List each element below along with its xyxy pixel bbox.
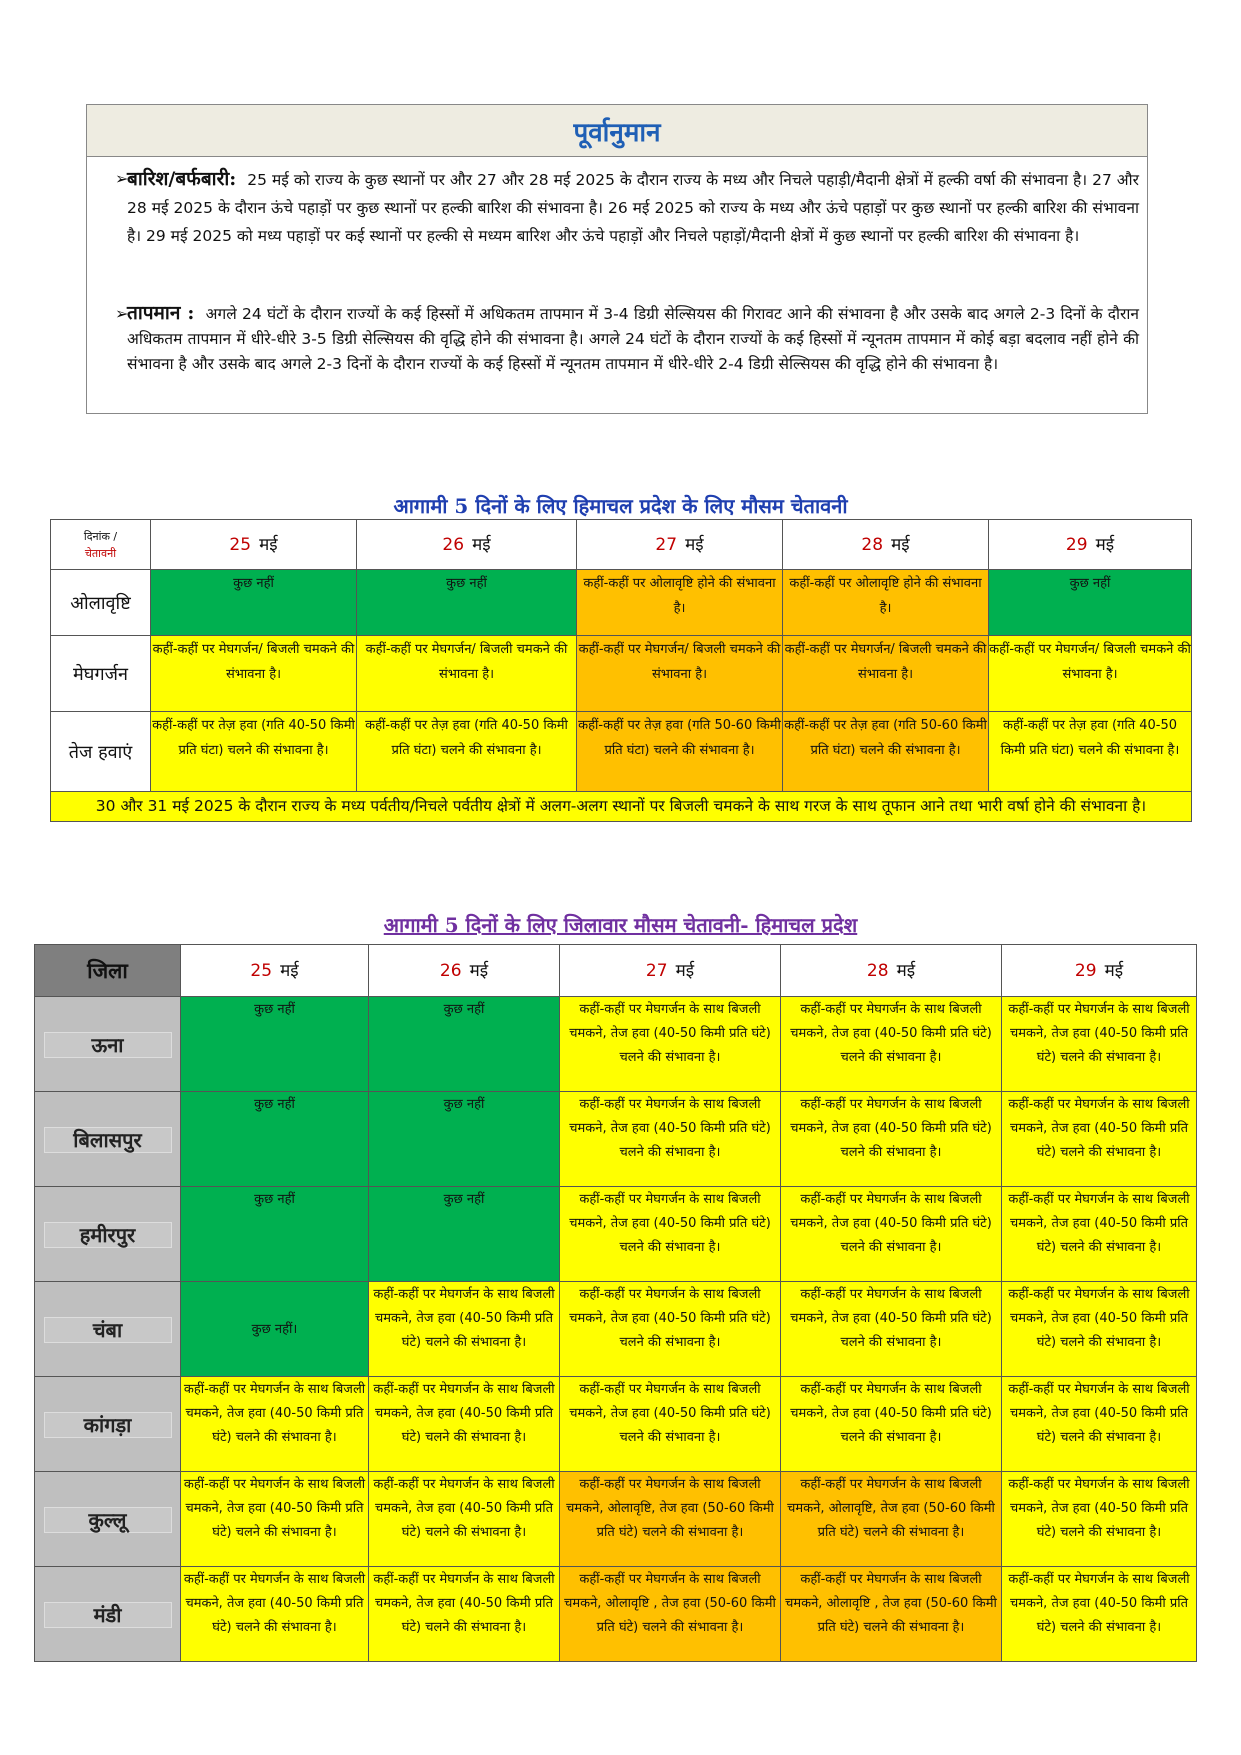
date-header [781,945,1002,997]
date-day: 26 [439,961,462,981]
warning-cell: कहीं-कहीं पर मेघगर्जन के साथ बिजली चमकने, तेज हवा (40-50 किमी प्रति घंटे) चलने की संभावना है। [781,1092,1002,1187]
date-month: मई [469,961,489,981]
hail-row [51,570,1192,636]
date-day: 25 [229,534,252,555]
date-header [989,520,1192,570]
date-month: मई [280,961,299,981]
district-name: हमीरपुर [44,1222,172,1248]
rain-text: 25 मई को राज्य के कुछ स्थानों पर और 27 और 28 मई 2025 के दौरान राज्य के मध्य और निचले पहाड़ी/मैदानी क्षेत्रों में हल्की वर्षा की संभावना है। 27 और 28 मई 2025 के दौरान ऊंचे पहाड़ों पर कुछ स्थानों पर हल्की बारिश की संभावना है। 26 मई 2025 को राज्य के मध्य और ऊंचे पहाड़ों पर कुछ स्थानों पर हल्की बारिश की संभावना है। 29 मई 2025 को मध्य पहाड़ों पर कई स्थानों पर हल्की से मध्यम बारिश और ऊंचे पहाड़ों और निचले पहाड़ों/मैदानी क्षेत्रों में कुछ स्थानों पर हल्की बारिश की संभावना है। [127,171,1139,245]
warning-cell: कुछ नहीं [989,570,1192,636]
warning-cell: कहीं-कहीं पर मेघगर्जन के साथ बिजली चमकने, तेज हवा (40-50 किमी प्रति घंटे) चलने की संभावना है। [369,1567,560,1662]
warning-cell: कुछ नहीं [369,997,560,1092]
state-warning-title: आगामी 5 दिनों के लिए हिमाचल प्रदेश के लिए मौसम चेतावनी [393,494,848,518]
state-warning-table [50,519,1192,822]
warning-cell: कहीं-कहीं पर मेघगर्जन के साथ बिजली चमकने, तेज हवा (40-50 किमी प्रति घंटे) चलने की संभावना है। [560,997,781,1092]
warning-cell: कुछ नहीं [181,1187,369,1282]
state-note-row [51,792,1192,822]
date-header [560,945,781,997]
warning-cell: कहीं-कहीं पर मेघगर्जन के साथ बिजली चमकने, तेज हवा (40-50 किमी प्रति घंटे) चलने की संभावना है। [560,1187,781,1282]
warning-cell: कहीं-कहीं पर मेघगर्जन के साथ बिजली चमकने, तेज हवा (40-50 किमी प्रति घंटे) चलने की संभावना है। [1002,1377,1197,1472]
warning-cell: कहीं-कहीं पर मेघगर्जन के साथ बिजली चमकने, तेज हवा (40-50 किमी प्रति घंटे) चलने की संभावना है। [1002,1187,1197,1282]
warning-cell: कहीं-कहीं पर तेज़ हवा (गति 40-50 किमी प्रति घंटा) चलने की संभावना है। [989,712,1192,792]
warning-cell: कहीं-कहीं पर मेघगर्जन के साथ बिजली चमकने, तेज हवा (40-50 किमी प्रति घंटे) चलने की संभावना है। [181,1567,369,1662]
district-name-cell [35,1472,181,1567]
district-row [35,1282,1197,1377]
date-header [151,520,357,570]
warning-cell: कहीं-कहीं पर तेज़ हवा (गति 40-50 किमी प्रति घंटा) चलने की संभावना है। [151,712,357,792]
warning-cell: कहीं-कहीं पर तेज़ हवा (गति 50-60 किमी प्रति घंटा) चलने की संभावना है। [577,712,783,792]
arrow-bullet-icon: ➢ [115,169,129,188]
date-header [1002,945,1197,997]
district-name-cell [35,1092,181,1187]
warning-cell: कहीं-कहीं पर तेज़ हवा (गति 50-60 किमी प्रति घंटा) चलने की संभावना है। [783,712,989,792]
warning-cell: कहीं-कहीं पर मेघगर्जन के साथ बिजली चमकने, तेज हवा (40-50 किमी प्रति घंटे) चलने की संभावना है। [1002,1282,1197,1377]
district-name-cell [35,1282,181,1377]
district-name: मंडी [44,1602,172,1628]
rain-forecast [115,165,1139,250]
warning-cell: कहीं-कहीं पर मेघगर्जन/ बिजली चमकने की संभावना है। [783,636,989,712]
date-month: मई [472,534,491,555]
warning-cell: कहीं-कहीं पर मेघगर्जन के साथ बिजली चमकने, तेज हवा (40-50 किमी प्रति घंटे) चलने की संभावना है। [369,1472,560,1567]
date-month: मई [891,534,910,555]
district-row [35,1472,1197,1567]
warning-cell: कहीं-कहीं पर मेघगर्जन के साथ बिजली चमकने, तेज हवा (40-50 किमी प्रति घंटे) चलने की संभावना है। [181,1472,369,1567]
district-name: बिलासपुर [44,1127,172,1153]
district-name-cell [35,1187,181,1282]
warning-cell: कुछ नहीं [369,1187,560,1282]
temperature-forecast [115,301,1139,377]
district-warning-title: आगामी 5 दिनों के लिए जिलावार मौसम चेतावनी- हिमाचल प्रदेश [383,913,858,937]
warning-cell: कहीं-कहीं पर मेघगर्जन के साथ बिजली चमकने, तेज हवा (40-50 किमी प्रति घंटे) चलने की संभावना है। [781,1187,1002,1282]
warning-cell: कहीं-कहीं पर मेघगर्जन के साथ बिजली चमकने, तेज हवा (40-50 किमी प्रति घंटे) चलने की संभावना है। [1002,1567,1197,1662]
warning-cell: कुछ नहीं [181,997,369,1092]
warning-cell: कहीं-कहीं पर मेघगर्जन के साथ बिजली चमकने, तेज हवा (40-50 किमी प्रति घंटे) चलने की संभावना है। [1002,1092,1197,1187]
warning-cell: कुछ नहीं। [181,1282,369,1377]
district-name: ऊना [44,1032,172,1058]
district-row [35,1567,1197,1662]
warning-cell: कहीं-कहीं पर मेघगर्जन के साथ बिजली चमकने, ओलावृष्टि , तेज हवा (50-60 किमी प्रति घंटे) चलने की संभावना है। [781,1567,1002,1662]
wind-row [51,712,1192,792]
warning-cell: कहीं-कहीं पर मेघगर्जन के साथ बिजली चमकने, तेज हवा (40-50 किमी प्रति घंटे) चलने की संभावना है। [781,997,1002,1092]
district-column-header: जिला [35,945,181,997]
warning-cell: कहीं-कहीं पर मेघगर्जन के साथ बिजली चमकने, तेज हवा (40-50 किमी प्रति घंटे) चलने की संभावना है। [781,1282,1002,1377]
warning-cell: कुछ नहीं [357,570,577,636]
warning-cell: कहीं-कहीं पर मेघगर्जन/ बिजली चमकने की संभावना है। [151,636,357,712]
state-note: 30 और 31 मई 2025 के दौरान राज्य के मध्य पर्वतीय/निचले पर्वतीय क्षेत्रों में अलग-अलग स्थानों पर बिजली चमकने के साथ गरज के साथ तूफान आने तथा भारी वर्षा होने की संभावना है। [51,792,1192,822]
district-header-row [35,945,1197,997]
temperature-label: तापमान : [127,302,195,324]
row-label: ओलावृष्टि [51,570,151,636]
date-day: 28 [861,534,884,555]
date-header [577,520,783,570]
date-header [181,945,369,997]
warning-cell: कुछ नहीं [181,1092,369,1187]
warning-cell: कहीं-कहीं पर मेघगर्जन के साथ बिजली चमकने, तेज हवा (40-50 किमी प्रति घंटे) चलने की संभावना है। [181,1377,369,1472]
forecast-header [87,105,1147,157]
corner-date-label: दिनांक / [83,530,118,543]
district-warning-table [34,944,1197,1662]
warning-cell: कहीं-कहीं पर मेघगर्जन के साथ बिजली चमकने, ओलावृष्टि , तेज हवा (50-60 किमी प्रति घंटे) चलने की संभावना है। [560,1567,781,1662]
warning-cell: कहीं-कहीं पर ओलावृष्टि होने की संभावना है। [783,570,989,636]
warning-cell: कहीं-कहीं पर मेघगर्जन के साथ बिजली चमकने, तेज हवा (40-50 किमी प्रति घंटे) चलने की संभावना है। [1002,997,1197,1092]
warning-cell: कहीं-कहीं पर मेघगर्जन के साथ बिजली चमकने, तेज हवा (40-50 किमी प्रति घंटे) चलने की संभावना है। [1002,1472,1197,1567]
warning-cell: कहीं-कहीं पर मेघगर्जन के साथ बिजली चमकने, तेज हवा (40-50 किमी प्रति घंटे) चलने की संभावना है। [560,1282,781,1377]
corner-cell [51,520,151,570]
forecast-title: पूर्वानुमान [573,117,661,148]
date-month: मई [675,961,695,981]
temperature-text: अगले 24 घंटों के दौरान राज्यों के कई हिस्सों में अधिकतम तापमान में 3-4 डिग्री सेल्सियस की गिरावट आने की संभावना है और उसके बाद अगले 2-3 दिनों के दौरान अधिकतम तापमान में धीरे-धीरे 3-5 डिग्री सेल्सियस की वृद्धि होने की संभावना है। अगले 24 घंटों के दौरान राज्यों के कई हिस्सों में न्यूनतम तापमान में कोई बड़ा बदलाव नहीं होने की संभावना है और उसके बाद अगले 2-3 दिनों के दौरान राज्यों के कई हिस्सों में न्यूनतम तापमान में धीरे-धीरे 2-4 डिग्री सेल्सियस की वृद्धि होने की संभावना है। [127,305,1139,373]
district-row [35,1187,1197,1282]
district-name-cell [35,1567,181,1662]
date-month: मई [1095,534,1115,555]
warning-cell: कहीं-कहीं पर मेघगर्जन के साथ बिजली चमकने, ओलावृष्टि, तेज हवा (50-60 किमी प्रति घंटे) चलने की संभावना है। [560,1472,781,1567]
warning-cell: कुछ नहीं [151,570,357,636]
date-day: 29 [1074,961,1097,981]
date-month: मई [1104,961,1124,981]
date-day: 27 [655,534,678,555]
warning-cell: कहीं-कहीं पर मेघगर्जन के साथ बिजली चमकने, तेज हवा (40-50 किमी प्रति घंटे) चलने की संभावना है। [369,1377,560,1472]
state-header-row [51,520,1192,570]
rain-label: बारिश/बर्फबारी: [127,168,237,190]
district-name: कांगड़ा [44,1412,172,1438]
district-name: चंबा [44,1317,172,1343]
date-header [357,520,577,570]
row-label: तेज हवाएं [51,712,151,792]
corner-warning-label: चेतावनी [84,547,117,560]
warning-cell: कहीं-कहीं पर मेघगर्जन के साथ बिजली चमकने, तेज हवा (40-50 किमी प्रति घंटे) चलने की संभावना है। [781,1377,1002,1472]
district-name: कुल्लू [44,1507,172,1533]
date-day: 27 [645,961,668,981]
date-month: मई [685,534,704,555]
date-day: 26 [442,534,465,555]
warning-cell: कुछ नहीं [369,1092,560,1187]
date-day: 28 [866,961,889,981]
arrow-bullet-icon: ➢ [115,304,129,323]
district-name-cell [35,1377,181,1472]
forecast-box [86,104,1148,414]
thunder-row [51,636,1192,712]
date-header [783,520,989,570]
warning-cell: कहीं-कहीं पर मेघगर्जन/ बिजली चमकने की संभावना है। [357,636,577,712]
date-day: 29 [1065,534,1088,555]
date-month: मई [259,534,278,555]
district-row [35,1092,1197,1187]
warning-cell: कहीं-कहीं पर मेघगर्जन/ बिजली चमकने की संभावना है। [577,636,783,712]
date-month: मई [896,961,916,981]
warning-cell: कहीं-कहीं पर ओलावृष्टि होने की संभावना है। [577,570,783,636]
warning-cell: कहीं-कहीं पर मेघगर्जन के साथ बिजली चमकने, तेज हवा (40-50 किमी प्रति घंटे) चलने की संभावना है। [560,1377,781,1472]
date-day: 25 [250,961,273,981]
warning-cell: कहीं-कहीं पर मेघगर्जन/ बिजली चमकने की संभावना है। [989,636,1192,712]
district-name-cell [35,997,181,1092]
warning-cell: कहीं-कहीं पर तेज़ हवा (गति 40-50 किमी प्रति घंटा) चलने की संभावना है। [357,712,577,792]
district-row [35,997,1197,1092]
district-row [35,1377,1197,1472]
warning-cell: कहीं-कहीं पर मेघगर्जन के साथ बिजली चमकने, तेज हवा (40-50 किमी प्रति घंटे) चलने की संभावना है। [369,1282,560,1377]
warning-cell: कहीं-कहीं पर मेघगर्जन के साथ बिजली चमकने, ओलावृष्टि, तेज हवा (50-60 किमी प्रति घंटे) चलने की संभावना है। [781,1472,1002,1567]
row-label: मेघगर्जन [51,636,151,712]
date-header [369,945,560,997]
warning-cell: कहीं-कहीं पर मेघगर्जन के साथ बिजली चमकने, तेज हवा (40-50 किमी प्रति घंटे) चलने की संभावना है। [560,1092,781,1187]
